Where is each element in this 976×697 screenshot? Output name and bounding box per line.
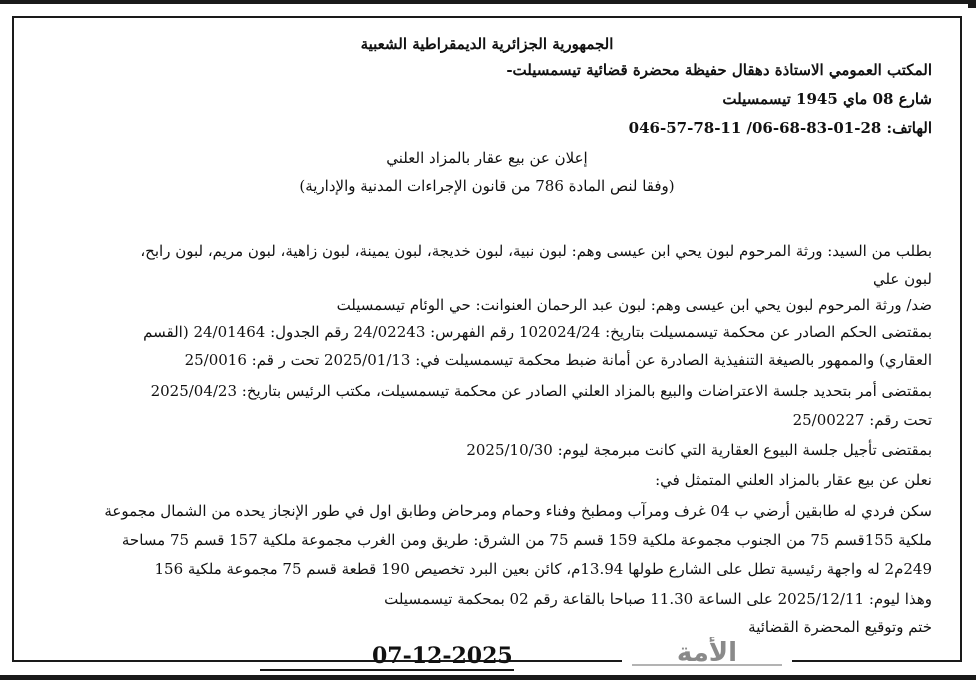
top-rule bbox=[0, 0, 976, 4]
auction-date-line: وهذا ليوم: 2025/12/11 على الساعة 11.30 صباحا بالقاعة رقم 02 بمحكمة تيسمسيلت bbox=[384, 590, 932, 608]
date-underline bbox=[260, 669, 514, 671]
newspaper-logo-text: الأمة bbox=[676, 638, 738, 667]
postponement-line: بمقتضى تأجيل جلسة البيوع العقارية التي كانت مبرمجة ليوم: 2025/10/30 bbox=[466, 441, 932, 459]
signature-line: ختم وتوقيع المحضرة القضائية bbox=[748, 618, 932, 636]
defendants-line: ضد/ ورثة المرحوم لبون يحي ابن عيسى وهم: لبون عبد الرحمان العنوانت: حي الوئام تيسمسيلت bbox=[336, 296, 932, 314]
property-line-2: ملكية 155قسم 75 من الجنوب مجموعة ملكية 159 قسم 75 من الشرق: طريق ومن الغرب مجموعة ملكية 157 قسم 75 مساحة bbox=[121, 531, 932, 549]
office-name: المكتب العمومي الاستاذة دهقال حفيظة محضرة قضائية تيسمسيلت- bbox=[506, 61, 932, 79]
property-line-1: سكن فردي له طابقين أرضي ب 04 غرف ومرآب ومطبخ وفناء وحمام ومرحاض وطابق اول في طور الإنجاز يحده من الشمال مجموعة bbox=[104, 502, 932, 520]
judgment-line-1: بمقتضى الحكم الصادر عن محكمة تيسمسيلت بتاريخ: 102024/24 رقم الفهرس: 24/02243 رقم الجدول: 24/01464 (القسم bbox=[143, 323, 932, 341]
office-phone: الهاتف: 28-01-83-68-06/ 11-78-57-046 bbox=[628, 119, 932, 137]
order-line-2: تحت رقم: 25/00227 bbox=[792, 411, 932, 429]
republic-heading: الجمهورية الجزائرية الديمقراطية الشعبية bbox=[360, 35, 614, 53]
announcement-line: نعلن عن بيع عقار بالمزاد العلني المتمثل في: bbox=[655, 471, 932, 489]
order-line-1: بمقتضى أمر بتحديد جلسة الاعتراضات والبيع بالمزاد العلني الصادر عن محكمة تيسمسيلت، مكتب الرئيس بتاريخ: 2025/04/23 bbox=[150, 382, 932, 400]
property-line-3: 249م2 له واجهة رئيسية تطل على الشارع طولها 13.94م، كائن بعين البرد تخصيص 190 قطعة قسم 75 مجموعة ملكية 156 bbox=[154, 560, 932, 578]
notice-title: إعلان عن بيع عقار بالمزاد العلني bbox=[386, 149, 588, 167]
applicants-line-2: لبون علي bbox=[872, 270, 932, 288]
applicants-line-1: بطلب من السيد: ورثة المرحوم لبون يحي ابن عيسى وهم: لبون نبية، لبون خديجة، لبون يمينة، لبون زاهية، لبون مريم، لبون رابح، bbox=[140, 242, 932, 260]
judgment-line-2: العقاري) والممهور بالصيغة التنفيذية الصادرة عن أمانة ضبط محكمة تيسمسيلت في: 2025/01/13 تحت ر قم: 25/0016 bbox=[184, 351, 932, 369]
top-rule-tick bbox=[968, 4, 976, 8]
office-street: شارع 08 ماي 1945 تيسمسيلت bbox=[722, 90, 932, 108]
bottom-rule bbox=[0, 675, 976, 680]
publication-date: 07-12-2025 bbox=[372, 643, 513, 669]
newspaper-logo bbox=[622, 637, 792, 667]
notice-legal-basis: (وفقا لنص المادة 786 من قانون الإجراءات المدنية والإدارية) bbox=[299, 177, 675, 195]
